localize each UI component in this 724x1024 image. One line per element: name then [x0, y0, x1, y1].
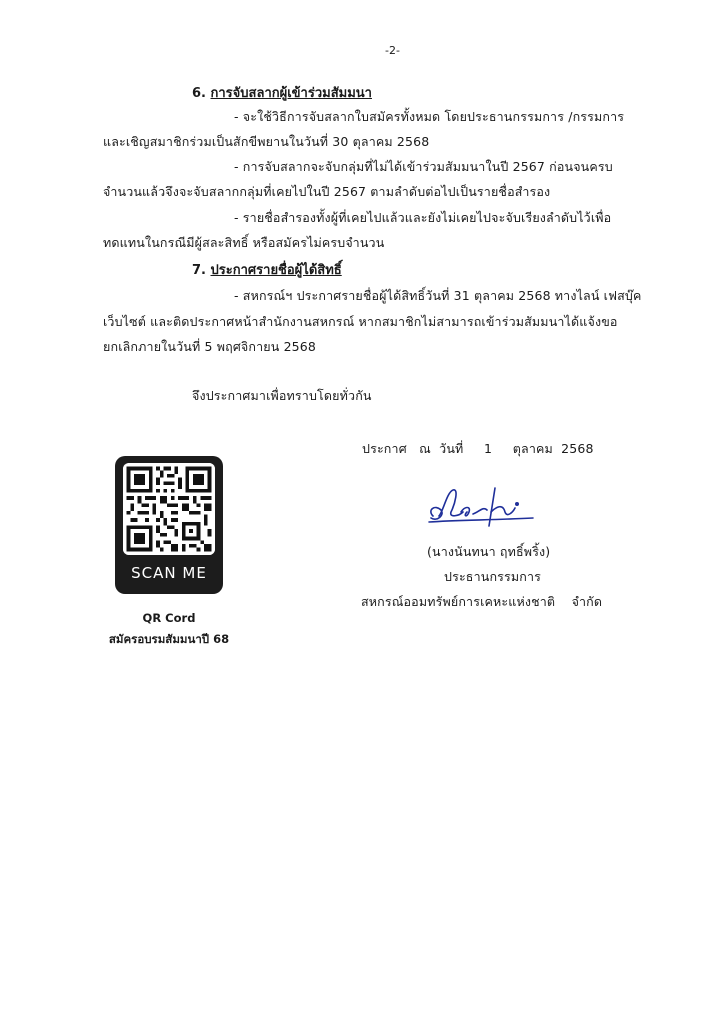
section-7-heading: [192, 259, 342, 280]
section-6-line: - จะใช้วิธีการจับสลากใบสมัครทั้งหมด โดยประธานกรรมการ /กรรมการ: [234, 109, 625, 124]
section-6-line: จำนวนแล้วจึงจะจับสลากกลุ่มที่เคยไปในปี 2567 ตามลำดับต่อไปเป็นรายชื่อสำรอง: [103, 184, 551, 199]
page-number: -2-: [385, 44, 400, 57]
qr-caption-subtitle: สมัครอบรมสัมมนาปี 68: [108, 632, 230, 646]
closing-statement: จึงประกาศมาเพื่อทราบโดยทั่วกัน: [192, 388, 372, 403]
section-6-line: - รายชื่อสำรองทั้งผู้ที่เคยไปแล้วและยังไม่เคยไปจะจับเรียงลำดับไว้เพื่อ: [234, 210, 612, 225]
signer-name: (นางนันทนา ฤทธิ์พริ้ง): [427, 544, 551, 559]
qr-code-card[interactable]: [115, 456, 223, 594]
section-6-title: การจับสลากผู้เข้าร่วมสัมมนา: [210, 86, 372, 101]
section-7-line: ยกเลิกภายในวันที่ 5 พฤศจิกายน 2568: [103, 339, 316, 354]
section-6-heading: [192, 82, 372, 103]
signer-organization: สหกรณ์ออมทรัพย์การเคหะแห่งชาติ จำกัด: [361, 594, 603, 609]
section-7-number: 7.: [192, 263, 206, 278]
section-7-line: เว็บไซต์ และติดประกาศหน้าสำนักงานสหกรณ์ หากสมาชิกไม่สามารถเข้าร่วมสัมมนาได้แจ้งขอ: [103, 314, 618, 329]
section-7-title: ประกาศรายชื่อผู้ได้สิทธิ์: [210, 263, 342, 278]
section-6-line: และเชิญสมาชิกร่วมเป็นสักขีพยานในวันที่ 30 ตุลาคม 2568: [103, 134, 430, 149]
section-7-line: - สหกรณ์ฯ ประกาศรายชื่อผู้ได้สิทธิ์วันที่ 31 ตุลาคม 2568 ทางไลน์ เฟสบุ๊ค: [234, 288, 642, 303]
signature: [425, 482, 540, 532]
qr-caption-title: QR Cord: [142, 611, 196, 625]
section-6-line: ทดแทนในกรณีมีผู้สละสิทธิ์ หรือสมัครไม่ครบจำนวน: [103, 235, 385, 250]
scan-me-label: SCAN ME: [131, 564, 207, 582]
announcement-date: ประกาศ ณ วันที่ 1 ตุลาคม 2568: [362, 441, 594, 456]
section-6-line: - การจับสลากจะจับกลุ่มที่ไม่ได้เข้าร่วมสัมมนาในปี 2567 ก่อนจนครบ: [234, 159, 613, 174]
signer-position: ประธานกรรมการ: [444, 569, 542, 584]
section-6-number: 6.: [192, 86, 206, 101]
qr-code-icon: [123, 463, 215, 555]
